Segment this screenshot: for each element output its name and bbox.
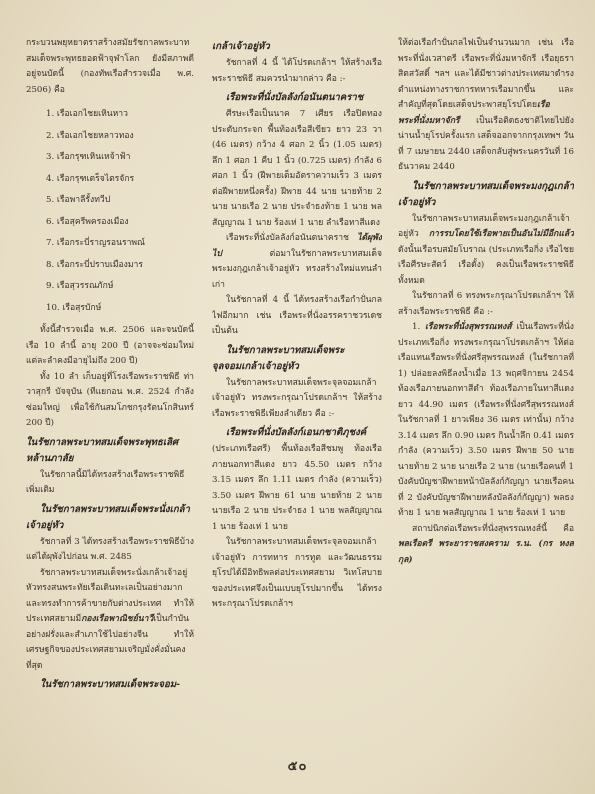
paragraph: ในรัชกาลนี้มิได้ทรงสร้างเรือพระราชพิธีเพิ่มเติม — [26, 469, 185, 495]
emphasis-text: กองเรือพาณิชย์นาวี — [81, 614, 154, 624]
text-run: เป็นเรือติดธงชาติไทยไปยังน่านน้ำยุโรปครั้งแรก เสด็จออกจากกรุงเทพฯ วันที่ 7 เมษายน 2440 เสด็จกลับสู่พระนครวันที่ 16 ธันวาคม 2440 — [398, 115, 574, 172]
paragraph — [26, 566, 194, 675]
emphasis-text: เรือพระที่นั่งสุพรรณหงส์ — [425, 322, 512, 332]
list-item: 7. เรือกระบี่ราญรอนราพณ์ — [46, 238, 146, 248]
text-run: 1. — [412, 322, 425, 332]
column-right — [398, 36, 574, 764]
list-item: 2. เรือเอกไชยหลาวทอง — [46, 130, 134, 141]
list-item: 4. เรือกรุฑเตร็จไตรจักร — [46, 173, 135, 184]
emphasis-text: ได้ผุพังไป — [212, 233, 382, 259]
emphasis-text: เรือพระที่นั่งมหาจักรี — [398, 100, 550, 126]
royal-barge-list — [26, 104, 194, 319]
emphasis-text: การรบโดยใช้เรือพายเป็นอันไม่มีอีกแล้ว — [428, 229, 574, 239]
paragraph: ทั้ง 10 ลำ เก็บอยู่ที่โรงเรือพระราชพิธี ท่าวาสุกรี บัจจุบัน (ทีแยกอน พ.ศ. 2524 กำลังซ่อมใหญ่ เพื่อใช้กันสมโภชกรุงรัตนโกสินทร์ 200 ปี) — [26, 371, 194, 428]
paragraph: กระบวนพยุหยาตราสร้างสมัยรัชกาลพระบาทสมเด็จพระพุทธยอดฟ้าจุฬาโลก ยังมีสภาพดีอยู่จนบัดนี้ (กองทัพเรือสำรวจเมื่อ พ.ศ. 2506) คือ — [26, 38, 194, 95]
text-run: เป็นกำบันอย่างฝรั่งและสำเภาใช้ไปอย่างจีน ทำให้เศรษฐกิจของประเทศสยามเจริญมั่งคั่งมั่นคงที่สุด — [26, 614, 194, 671]
column-middle — [212, 36, 382, 764]
paragraph: ในรัชกาลที่ 6 ทรงพระกรุณาโปรดเกล้าฯ ให้สร้างเรือพระราชพิธี คือ :- — [398, 291, 574, 317]
list-item: 1. เรือเอกไชยเหินหาว — [46, 109, 128, 119]
list-item: 3. เรือกรุฑเหินเหจ้าฟ้า — [46, 152, 131, 162]
list-item: 8. เรือกระบี่ปราบเมืองมาร — [46, 259, 143, 270]
text-run: ในรัชกาลพระบาทสมเด็จพระมงกุฎเกล้าเจ้าอยู่หัว — [398, 213, 570, 239]
list-item: 10. เรือสุรบักษ์ — [46, 302, 102, 313]
page-number: ๕๐ — [287, 759, 308, 774]
section-heading: เรือพระที่นั่งบัลลังก์เอนกชาติภุชงค์ — [226, 427, 367, 438]
section-heading: เกล้าเจ้าอยู่หัว — [212, 41, 270, 52]
list-item: 5. เรือพาลีรั้งทวีป — [46, 195, 111, 205]
text-run: รัชกาลพระบาทสมเด็จพระนั่งเกล้าเจ้าอยู่หัวทรงสนพระทัยเรือเดินทะเลเป็นอย่างมากและทรงทำการค้าขายกับต่างประเทศ ทำให้ประเทศสยามมี — [26, 567, 194, 624]
section-heading: เรือพระที่นั่งบัลลังก์อนันตนาคราช — [226, 92, 364, 103]
paragraph — [398, 320, 574, 522]
paragraph: รัชกาลที่ 3 ได้ทรงสร้างเรือพระราชพิธีบ้าง แต่ได้ผุพังไปก่อน พ.ศ. 2485 — [26, 536, 194, 562]
section-heading: ในรัชกาลพระบาทสมเด็จพระจุลจอมเกล้าเจ้าอยู่หัว — [212, 344, 345, 372]
column-left — [26, 36, 194, 764]
text-run: ดังนั้นเรือรบสมัยโบราณ (ประเภทเรือกิ่ง เรือไชย เรือศีรษะสัตว์ เรือดั้ง) คงเป็นเรือพระราชพิธีทั้งหมด — [398, 244, 574, 286]
paragraph — [398, 36, 574, 176]
section-heading: ในรัชกาลพระบาทสมเด็จพระจอม- — [40, 679, 181, 690]
paragraph — [398, 212, 574, 290]
list-item: 9. เรือสุวรรณภักษ์ — [46, 281, 114, 291]
paragraph: (ประเภทเรือศรี) พื้นท้องเรือสีชมพู ท้องเรือภายนอกทาสีแดง ยาว 45.50 เมตร กว้าง 3.15 เมตร ลึก 1.11 เมตร กำลัง (ความเร็ว) 3.50 เมตร ฝีพาย 61 นาย นายท้าย 2 นาย นายเรือ 2 นาย ประจำธง 1 นาย พลสัญญาณ 1 นาย ร้องเห่ 1 นาย — [212, 444, 382, 532]
paragraph: ในรัชกาลที่ 4 นี้ ได้ทรงสร้างเรือกำปั่นกลไฟอีกมาก เช่น เรือพระที่นั่งอรรคราชวรเดช เป็นต้น — [212, 295, 382, 336]
text-run: ต่อมาในรัชกาลพระบาทสมเด็จพระมงกุฎเกล้าเจ้าอยู่หัว ทรงสร้างใหม่แทนลำเก่า — [212, 248, 382, 290]
paragraph: ในรัชกาลพระบาทสมเด็จพระจุลจอมเกล้าเจ้าอยู่หัว ทรงพระกรุณาโปรดเกล้าฯ ให้สร้างเรือพระราชพิธีเพียงลำเดียว คือ :- — [212, 377, 382, 419]
section-heading: ในรัชกาลพระบาทสมเด็จพระพุทธเลิศหล้านภาลัย — [26, 436, 179, 464]
paragraph: ทั้งนี้สำรวจเมื่อ พ.ศ. 2506 และจนบัดนี้เรือ 10 ลำนี้ อายุ 200 ปี (อาจจะซ่อมใหม่ แต่ละลำคงมีอายุไม่ถึง 200 ปี) — [26, 325, 194, 366]
text-run: เรือพระที่นั่งบัลลังก์อนันตนาคราช — [226, 233, 358, 243]
paragraph: ในรัชกาลพระบาทสมเด็จพระจุลจอมเกล้าเจ้าอยู่หัว การทหาร การทูต และวัฒนธรรมยุโรปได้มีอิทธิพลต่อประเทศสยาม วิเทโสบายของประเทศจึงเป็นแบบยุโรปมากขึ้น ได้ทรงพระกรุณาโปรดเกล้าฯ — [212, 537, 382, 609]
section-heading: ในรัชกาลพระบาทสมเด็จพระมงกุฎเกล้าเจ้าอยู่หัว — [398, 180, 574, 208]
paragraph — [212, 231, 382, 293]
text-run: เป็นเรือพระที่นั่งประเภทเรือกิ่ง ทรงพระกรุณาโปรดเกล้าฯ ให้ต่อเรือแทนเรือพระที่นั่งศรีสุพรรณหงส์ (ในรัชกาลที่ 1) ปล่อยลงพิธีลงน้ำเมื่อ 13 พฤศจิกายน 2454 ท้องเรือภายนอกทาสีดำ ท้องเรือภายในทาสีแดง ยาว 44.90 เมตร (เรือพระที่นั่งศรีสุพรรณหงส์ ในรัชกาลที่ 1 ยาวเพียง 36 เมตร เท่านั้น) กว้าง 3.14 เมตร ลึก 0.90 เมตร กินน้ำลึก 0.41 เมตร กำลัง (ความเร็ว) 3.50 เมตร ฝีพาย 50 นาย นายท้าย 2 นาย นายเรือ 2 นาย (นายเรือคนที่ 1 บังคับบัญชาฝีพายหน้าบัลลังก์กัญญา นายเรือคนที่ 2 บังคับบัญชาฝีพายหลังบัลลังก์กัญญา) พลธงท้าย 1 นาย พลสัญญาณ 1 นาย ร้องเห่ 1 นาย — [398, 322, 574, 518]
paragraph: ศีรษะเรือเป็นนาค 7 เศียร เรือปิดทองประดับกระจก พื้นท้องเรือสีเขียว ยาว 23 วา (46 เมตร) กว้าง 4 ศอก 2 นิ้ว (1.05 เมตร) ลึก 1 ศอก 1 คืบ 1 นิ้ว (0.725 เมตร) กำลัง 6 ศอก 1 นิ้ว (ฝีพายเต็มอัตราความเร็ว 3 เมตรต่อฝีพายหนึ่งครั้ง) ฝีพาย 44 นาย นายท้าย 2 นาย นายเรือ 2 นาย ประจำธงท้าย 1 นาย พลสัญญาณ 1 นาย ร้องเห่ 1 นาย ลำเรือทาสีแดง — [212, 109, 382, 228]
paragraph: รัชกาลที่ 4 นี้ ได้โปรดเกล้าฯ ให้สร้างเรือพระราชพิธี สมควรนำมากล่าว คือ :- — [212, 58, 382, 84]
text-run: สถาปนิกต่อเรือพระที่นั่งสุพรรณหงส์นี้ คือ — [412, 523, 574, 534]
emphasis-text: พลเรือตรี พระยาราชสงคราม ร.น. (กร หงสกุล) — [398, 539, 574, 565]
paragraph — [398, 522, 574, 569]
text-run: ให้ต่อเรือกำปั่นกลไฟเป็นจำนวนมาก เช่น เรือพระที่นั่งเวสาตรี เรือพระที่นั่งมหาจักรี เรือยุธราสิตสวัสดิ์ ฯลฯ และได้มีชาวต่างประเทศมาดำรงตำแหน่งทางราชการทหารเรือมากขึ้น และสำคัญที่สุดโดยเสด็จประพาสยุโรปโดย — [398, 38, 574, 110]
list-item: 6. เรือสุครีพครองเมือง — [46, 216, 129, 227]
section-heading: ในรัชกาลพระบาทสมเด็จพระนั่งเกล้าเจ้าอยู่หัว — [26, 503, 190, 531]
